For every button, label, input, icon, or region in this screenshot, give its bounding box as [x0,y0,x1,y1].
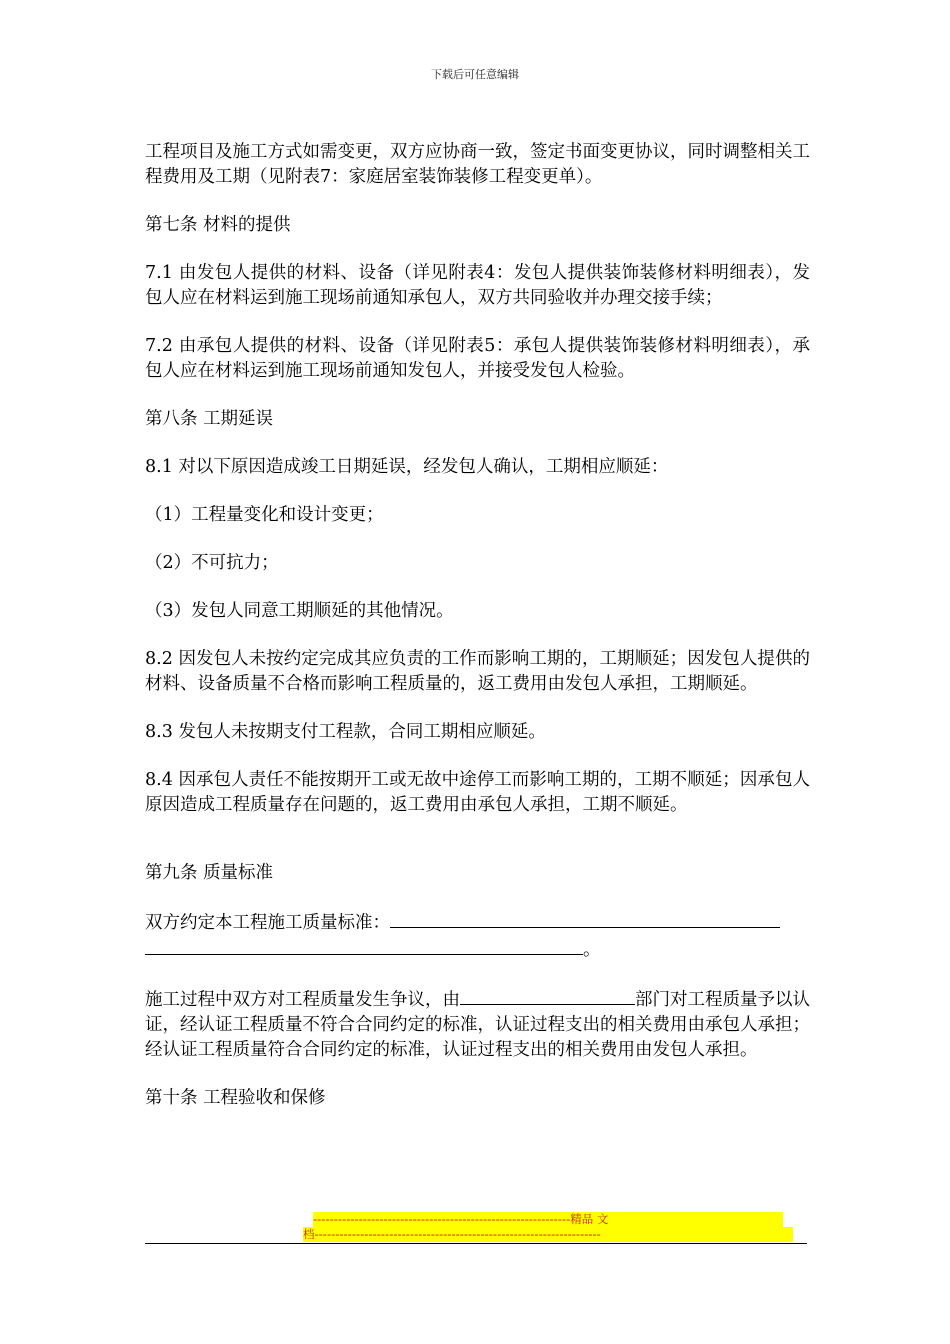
header-note: 下载后可任意编辑 [431,68,519,81]
dispute-text-prefix: 施工过程中双方对工程质量发生争议，由 [145,990,460,1010]
dispute-department-blank [460,986,635,1005]
quality-standard-label: 双方约定本工程施工质量标准： [145,913,390,933]
clause-8-1-item-1: （1）工程量变化和设计变更； [145,505,384,525]
footer-watermark-line-1: --------------------------------------------------------------精品 文 [313,1212,783,1227]
footer-watermark-line-2: 档--------------------------------------------------------------------- [303,1227,793,1242]
clause-8-3: 8.3 发包人未按期支付工程款，合同工期相应顺延。 [145,722,546,742]
quality-standard-blank [390,909,780,928]
dispute-text-suffix: 部门对工程质量予以认证，经认证工程质量不符合合同约定的标准，认证过程支出的相关费用由承包人承担；经认证工程质量符合合同约定的标准，认证过程支出的相关费用由发包人承担。 [145,990,810,1060]
section-heading-8: 第八条 工期延误 [145,409,274,429]
clause-7-1: 7.1 由发包人提供的材料、设备（详见附表4：发包人提供装饰装修材料明细表），发包人应在材料运到施工现场前通知承包人，双方共同验收并办理交接手续； [145,263,810,308]
paragraph-change-agreement: 工程项目及施工方式如需变更，双方应协商一致，签定书面变更协议，同时调整相关工程费用及工期（见附表7：家庭居室装饰装修工程变更单）。 [145,142,810,187]
quality-standard-blank-line2 [145,936,583,955]
clause-9-dispute [145,986,810,1063]
clause-8-1-item-2: （2）不可抗力； [145,553,279,573]
clause-8-1-item-3: （3）发包人同意工期顺延的其他情况。 [145,601,454,621]
quality-standard-period: 。 [583,940,601,960]
footer [145,1212,807,1248]
section-heading-7: 第七条 材料的提供 [145,215,291,235]
clause-8-1: 8.1 对以下原因造成竣工日期延误，经发包人确认，工期相应顺延： [145,457,669,477]
footer-divider [145,1243,807,1244]
document-body [145,140,810,1134]
clause-7-2: 7.2 由承包人提供的材料、设备（详见附表5：承包人提供装饰装修材料明细表），承包人应在材料运到施工现场前通知发包人，并接受发包人检验。 [145,336,810,381]
clause-8-2: 8.2 因发包人未按约定完成其应负责的工作而影响工期的，工期顺延；因发包人提供的材料、设备质量不合格而影响工程质量的，返工费用由发包人承担，工期顺延。 [145,649,810,694]
section-heading-10: 第十条 工程验收和保修 [145,1088,326,1108]
section-heading-9: 第九条 质量标准 [145,863,274,883]
clause-8-4: 8.4 因承包人责任不能按期开工或无故中途停工而影响工期的，工期不顺延；因承包人原因造成工程质量存在问题的，返工费用由承包人承担，工期不顺延。 [145,770,810,815]
clause-9-quality-standard [145,909,810,963]
